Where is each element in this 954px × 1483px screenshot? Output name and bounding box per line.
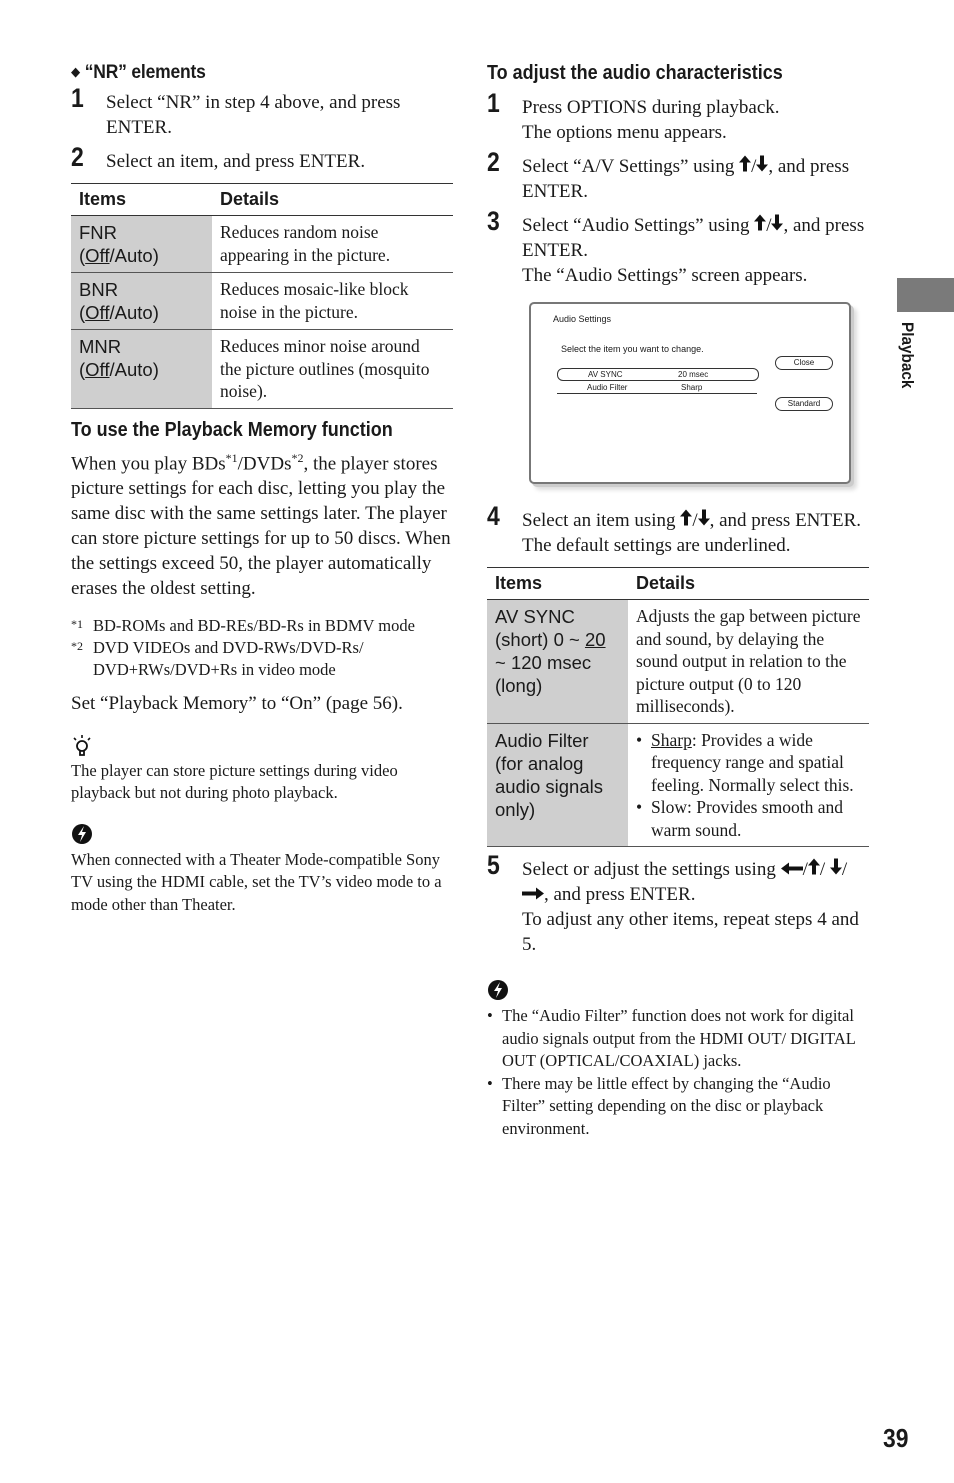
up-arrow-icon: [739, 155, 751, 172]
screen-prompt: Select the item you want to change.: [561, 344, 704, 354]
table-row: [71, 330, 453, 409]
page-number: 39: [883, 1423, 909, 1453]
detail-cell: [628, 723, 869, 847]
hint-text: The player can store picture settings during video playback but not during photo playback.: [71, 760, 398, 803]
note-icon: [71, 823, 453, 849]
audio-table: [487, 567, 869, 847]
step-number: 4: [487, 501, 500, 531]
audio-step-3: 3 Select “Audio Settings” using / , and press ENTER. The “Audio Settings” screen appears.: [487, 206, 865, 286]
list-item: • There may be little effect by changing the “Audio Filter” setting depending on the disc or playback environment.: [487, 1073, 869, 1141]
section-label: Playback: [898, 322, 917, 389]
list-item: • Slow: Provides smooth and warm sound.: [636, 796, 861, 841]
audio-step-2: 2 Select “A/V Settings” using / , and press ENTER.: [487, 147, 850, 202]
audio-notes: [487, 1005, 869, 1140]
table-header-items: Items: [487, 568, 628, 600]
section-tab: [897, 278, 954, 312]
item-cell: MNR (Off/Auto): [71, 330, 212, 409]
left-arrow-icon: [781, 862, 803, 875]
item-cell: Audio Filter (for analog audio signals only): [487, 723, 628, 847]
standard-button[interactable]: Standard: [775, 397, 833, 411]
item-cell: BNR (Off/Auto): [71, 273, 212, 330]
up-arrow-icon: [680, 509, 692, 526]
screen-title: Audio Settings: [553, 314, 612, 324]
detail-cell: Reduces random noise appearing in the picture.: [212, 216, 453, 273]
screen-row-av-sync[interactable]: AV SYNC 20 msec: [557, 368, 759, 381]
down-arrow-icon: [830, 858, 842, 875]
note-text: When connected with a Theater Mode-compatible Sony TV using the HDMI cable, set the TV’s video mode to a mode other than Theater.: [71, 849, 442, 914]
step-number: 2: [71, 142, 84, 172]
screen-row-audio-filter[interactable]: Audio Filter Sharp: [557, 382, 757, 394]
playback-memory-heading: To use the Playback Memory function: [71, 418, 393, 441]
hint-icon: [71, 734, 453, 760]
diamond-icon: ◆: [71, 64, 81, 79]
audio-step-1: 1 Press OPTIONS during playback. The options menu appears.: [487, 88, 780, 143]
detail-cell: Reduces minor noise around the picture outlines (mosquito noise).: [212, 330, 453, 409]
left-column: [71, 62, 453, 916]
table-header-details: Details: [628, 568, 869, 600]
audio-settings-screen: [529, 302, 851, 484]
nr-step-2: 2 Select an item, and press ENTER.: [71, 142, 366, 172]
audio-step-4: 4 Select an item using / , and press ENTER. The default settings are underlined.: [487, 501, 862, 556]
item-cell: AV SYNC (short) 0 ~ 20 ~ 120 msec (long): [487, 600, 628, 724]
up-arrow-icon: [754, 214, 766, 231]
list-item: • Sharp: Provides a wide frequency range and spatial feeling. Normally select this.: [636, 729, 861, 797]
table-header-details: Details: [212, 184, 453, 216]
step-number: 5: [487, 850, 500, 880]
table-row: [71, 216, 453, 273]
note-icon: [487, 979, 869, 1005]
item-cell: FNR (Off/Auto): [71, 216, 212, 273]
playback-memory-text: When you play BDs$^{*1}$/DVDs$^{*2}$, the player stores picture settings for each disc, letting you play the same disc with the same settings later. The player can store picture settings for up to 50 discs. When the settings exceed 50, the player automatically erases the oldest setting.: [71, 450, 451, 599]
detail-cell: Adjusts the gap between picture and sound, by delaying the sound output in relation to the picture output (0 to 120 milliseconds).: [628, 600, 869, 724]
step-number: 2: [487, 147, 500, 177]
footnote: *2 DVD VIDEOs and DVD-RWs/DVD-Rs/ DVD+RWs/DVD+Rs in video mode: [71, 637, 364, 679]
table-row: [487, 723, 869, 847]
down-arrow-icon: [771, 214, 783, 231]
down-arrow-icon: [756, 155, 768, 172]
table-row: [71, 273, 453, 330]
right-arrow-icon: [522, 887, 544, 900]
step-number: 1: [71, 83, 84, 113]
detail-cell: Reduces mosaic-like block noise in the picture.: [212, 273, 453, 330]
close-button[interactable]: Close: [775, 356, 833, 370]
set-playback-memory: Set “Playback Memory” to “On” (page 56).: [71, 692, 403, 714]
audio-step-5: 5 Select or adjust the settings using / / /, and press ENTER. To adjust any other items, repeat steps 4 and 5.: [487, 850, 859, 955]
nr-table: [71, 183, 453, 409]
list-item: • The “Audio Filter” function does not work for digital audio signals output from the HDMI OUT/ DIGITAL OUT (OPTICAL/COAXIAL) jacks.: [487, 1005, 869, 1073]
nr-step-1: 1 Select “NR” in step 4 above, and press ENTER.: [71, 83, 401, 138]
footnote: *1 BD-ROMs and BD-REs/BD-Rs in BDMV mode: [71, 615, 415, 635]
up-arrow-icon: [808, 858, 820, 875]
step-number: 1: [487, 88, 500, 118]
down-arrow-icon: [698, 509, 710, 526]
right-column: [487, 62, 869, 1140]
audio-heading: To adjust the audio characteristics: [487, 62, 783, 84]
table-header-items: Items: [71, 184, 212, 216]
step-number: 3: [487, 206, 500, 236]
table-row: [487, 600, 869, 724]
nr-elements-heading: ◆ “NR” elements: [71, 62, 206, 83]
